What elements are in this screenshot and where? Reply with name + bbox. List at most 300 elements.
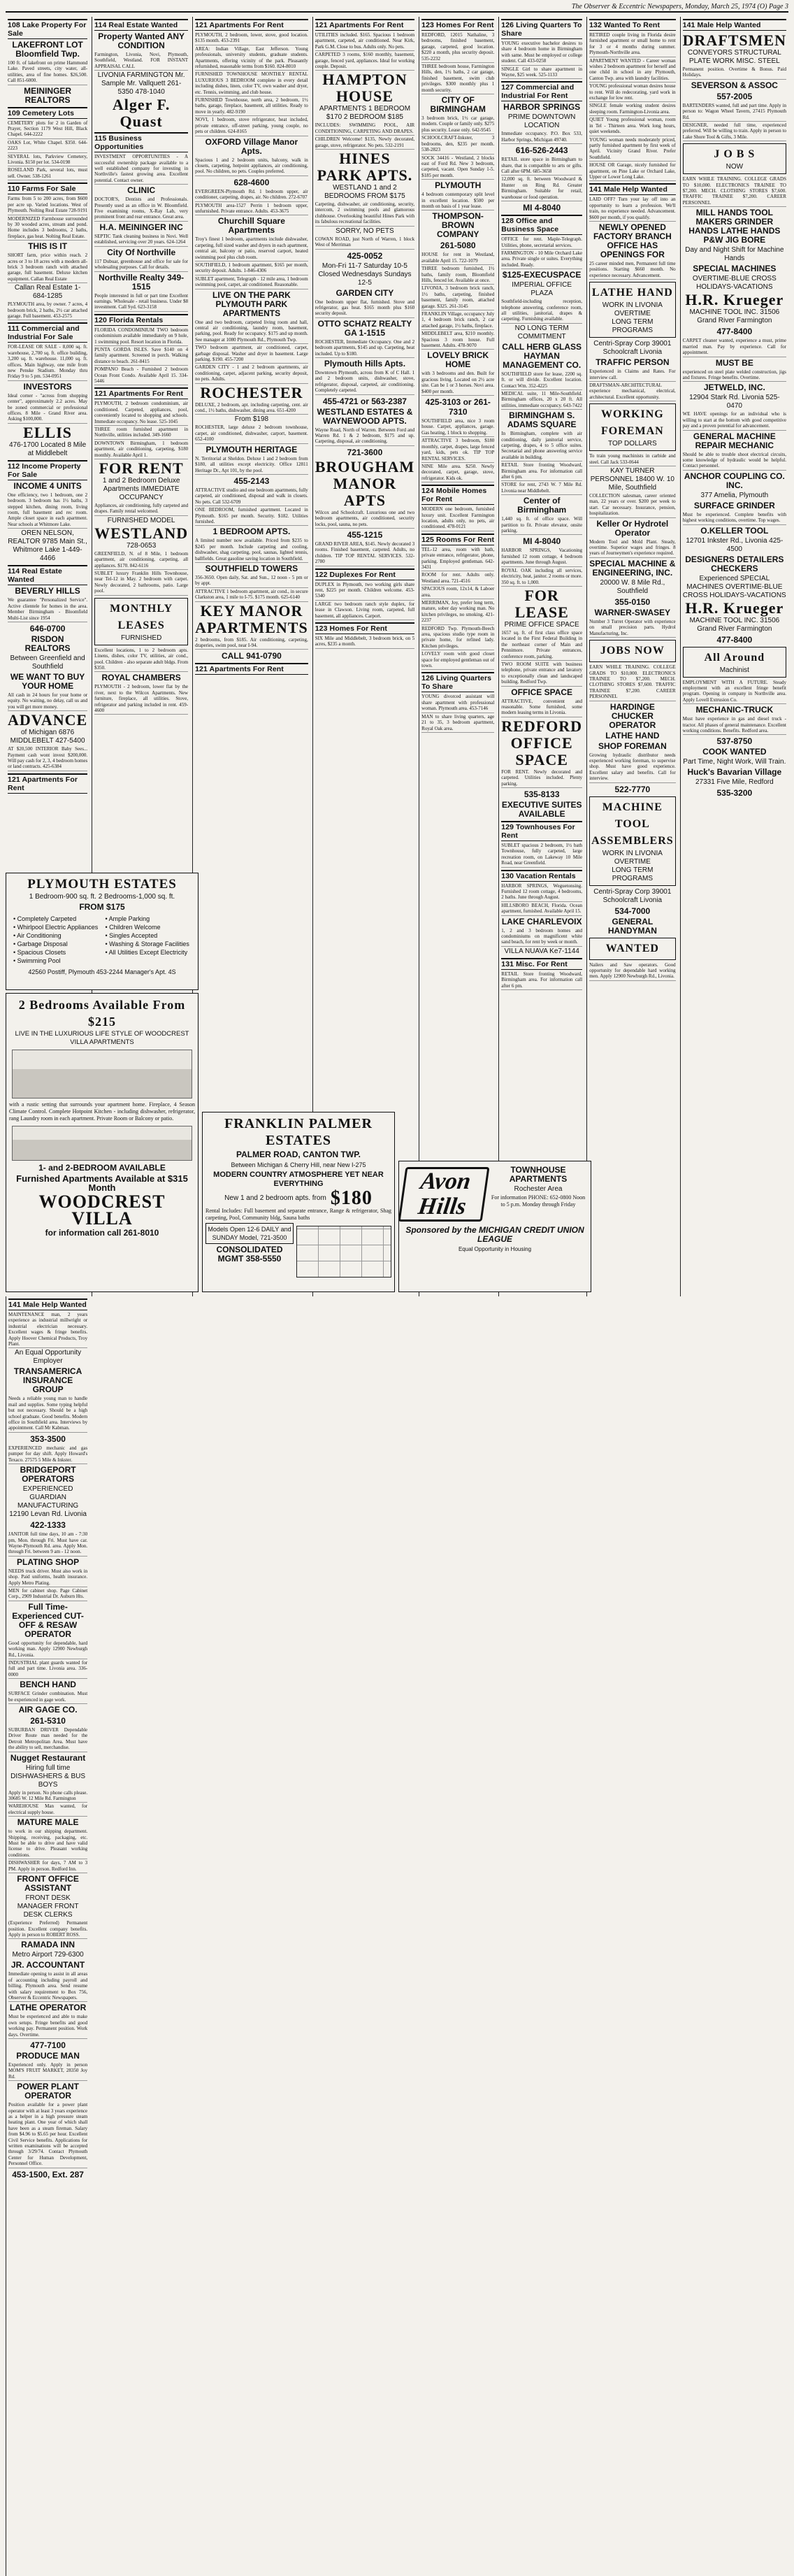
ad-sub: Between Michigan & Cherry Hill, near New I-275 bbox=[231, 1161, 366, 1168]
ad-heading: COOK WANTED bbox=[702, 747, 767, 757]
classified-listing: MERRIMAN, Joy, prefer long term, mature, sober day working man. No kitchen privileges, no smoking. 421-2237 bbox=[421, 600, 494, 625]
column-4 bbox=[312, 17, 417, 1296]
box-line: LATHE HAND bbox=[591, 287, 673, 299]
box-line: OVERTIME bbox=[614, 857, 651, 866]
box-line: LONG TERM PROGRAMS bbox=[612, 866, 654, 882]
ad-heading: SEVERSON & ASSOC bbox=[691, 80, 778, 90]
classified-listing: DISHWASHER for days, 7 AM to 3 PM. Apply in person. Redford Inn. bbox=[8, 1860, 87, 1873]
ad-heading: SURFACE GRINDER bbox=[693, 500, 775, 510]
classified-listing: SIX Mile and Middlebelt, 3 bedroom brick, on 5 acres, $235 a month. bbox=[315, 636, 414, 649]
ad-heading: CITY OF BIRMINGHAM bbox=[430, 95, 486, 115]
ad-heading: FRONT OFFICE ASSISTANT bbox=[17, 1874, 79, 1894]
ad-subline: Callan Real Estate 1-684-1285 bbox=[14, 284, 81, 301]
classified-listing: TWO bedroom apartment, air conditioned, carpet, garbage disposal. Washer and dryer in basement. Large parking. $190. 455-7200 bbox=[195, 345, 308, 364]
classified-listing: EARN WHILE TRAINING. COLLEGE GRADS TO $10,000. ELECTRONICS TRAINEE TO $7,200. MECH. CLOTHING STORES $7,600. TRAFFIC TRAINEE $7,200. CAREER PERSONNEL bbox=[683, 176, 786, 207]
classified-listing: FARMINGTON - 10 Mile Orchard Lake area. Private single or suites. Everything included. Ready. bbox=[501, 250, 582, 269]
classified-listing: COWAN ROAD, just North of Warren, 1 block West of Merriman bbox=[315, 236, 414, 250]
ad-subline: APARTMENTS 1 BEDROOM $170 2 BEDROOM $185 bbox=[319, 105, 411, 122]
ad-heading: THIS IS IT bbox=[28, 241, 68, 252]
classified-listing: GREENFIELD, N. of 8 Mile, 1 bedroom apartment, air conditioning, carpeting, all appliances. $170. 842-6116 bbox=[94, 551, 188, 570]
box-line: TOP DOLLARS bbox=[608, 440, 657, 448]
classified-listing: ATTRACTIVE studio and one bedroom apartments, fully carpeted, air conditioned, disposal and walk in closets. No pets. Call 532-6709 bbox=[195, 487, 308, 506]
classified-listing: LAID OFF? Turn your lay off into an opportunity to learn a profession. We'll train, no experience needed. Advancement. $600 per month, if you qualify. bbox=[589, 196, 676, 222]
amenity-item: • Washing & Storage Facilities bbox=[105, 940, 189, 947]
ad-heading: DESIGNERS DETAILERS CHECKERS bbox=[685, 554, 784, 573]
section-heading: 123 Homes For Rent bbox=[421, 19, 494, 31]
classified-listing: YOUNG professional woman desires house to rent. Will do redecorating, yard work in exchange for low rent. bbox=[589, 83, 676, 102]
ad-title: PLYMOUTH ESTATES bbox=[27, 877, 177, 892]
ad-heading: GARDEN CITY bbox=[335, 287, 394, 298]
classified-listing: CARPET cleaner wanted, experience a must, prime married man. Pay by experience. Call for appointment. bbox=[683, 338, 786, 357]
section-heading: 129 Townhouses For Rent bbox=[501, 821, 582, 841]
classified-listing: MEN for cabinet shop. Page Cabinet Corp., 2909 Industrial Dr. Auburn Hts. bbox=[8, 1588, 87, 1601]
amenity-item: • All Utilities Except Electricity bbox=[105, 949, 188, 956]
classified-listing: CEMETERY plots for 2 in Garden of Prayer, Section 1179 West Hill, Black Chapel. 644-2222 bbox=[8, 120, 87, 139]
classified-listing: EVERGREEN-Plymouth Rd. 1 bedroom upper, air conditioner, carpeting, drapes, air. No children. 272-6707 bbox=[195, 189, 308, 202]
classified-listing: MODERNIZED Farmhouse surrounded by 30 wooded acres, stream and pond. Home includes 3 bedrooms, 2 baths, fireplace, gas heat. Nolting Real Estate. bbox=[8, 216, 87, 241]
ad-heading: JETWELD, INC. bbox=[703, 382, 765, 393]
classified-listing: 1,440 sq. ft. of office space. Will partition to fit. Private elevator, onsite parking. bbox=[501, 516, 582, 535]
classified-listing: MAINTENANCE man, 2 years experience as industrial millwright or industrial electrician necessary. Excellent wages & fringe benefits. Apply Hoover Chemical Products, Troy Plant. bbox=[8, 1312, 87, 1348]
classified-listing: FLORIDA CONDOMINIUM TWO bedroom condominium available immediately on 9 hole, 1 swimming pool. Resort location in Florida. bbox=[94, 327, 188, 346]
ad-subline: KAY TURNER PERSONNEL 18400 W. 10 Mile, Southfield bbox=[590, 467, 674, 492]
ad-heading: EXECUTIVE SUITES AVAILABLE bbox=[501, 800, 582, 819]
ad-heading: ANCHOR COUPLING CO. INC. bbox=[684, 471, 785, 490]
classified-listing: HOUSE for rent in Westland, available April 15. 722-1079 bbox=[421, 252, 494, 265]
classified-listing: Downtown Plymouth, across from K of C Hall. 1 and 2 bedroom units, dishwasher, stove, refrigerator, disposal, carpeted, air conditioning. Completely carpeted. bbox=[315, 370, 414, 395]
classified-listing: EMPLOYMENT WITH A FUTURE. Steady employment with an excellent fringe benefit program. Opening in company in Northville area. Apply Lovell Extrusion Co. bbox=[683, 680, 786, 705]
classified-listing: REDFORD, 12015 Nathaline, 3 bedrooms, finished basement, garage, carpeted, good location. $220 a month, plus security deposit. 535-2232 bbox=[421, 32, 494, 63]
phone-number: 537-8750 bbox=[716, 736, 753, 747]
ad-heading: 1 BEDROOM APTS. bbox=[212, 527, 291, 537]
classified-listing: Ideal corner - "across from shopping center", approximately 2.2 acres. May be zoned commercial or professional offices. 8 Mile - Grand River area. Asking $100,000. bbox=[8, 393, 87, 424]
phone-number: 628-4600 bbox=[233, 177, 270, 187]
building-illustration bbox=[12, 1050, 192, 1099]
classified-listing: AT $20,500 INTERIOR Baby Sees... Payment cash wont invest $200,000. Will pay cash for 2, 3, 4 bedroom homes or land contracts. 425-6384 bbox=[8, 746, 87, 771]
amenity-item: • Whirlpool Electric Appliances bbox=[13, 924, 99, 931]
ad-subline: MACHINE TOOL INC. 31506 Grand River Farmington bbox=[689, 616, 780, 633]
ad-atmosphere: MODERN COUNTRY ATMOSPHERE YET NEAR EVERYTHING bbox=[213, 1171, 384, 1188]
column-5 bbox=[419, 17, 496, 1296]
classified-listing: YOUNG divorced assistant will share apartment with professional woman. Plymouth area. 453-7146 bbox=[421, 694, 494, 713]
classified-listing: FRANKLIN Village, occupancy July 1, 4 bedroom brick ranch, 2 car attached garage, 1½ baths, fireplace. bbox=[421, 311, 494, 330]
classified-listing: (Experience Preferred) Permanent position. Excellent company benefits. Apply in person to ROBERT ROSS. bbox=[8, 1920, 87, 1939]
classified-listing: ONE BEDROOM, furnished apartment. Located in Plymouth. $165 per month. Security. $182. Utilities furnished. bbox=[195, 507, 308, 526]
classified-listing: GARDEN CITY - 1 and 2 bedroom apartments, air conditioning, carpet, adjacent parking, security deposit, no pets. Adults. bbox=[195, 364, 308, 383]
classified-listing: THREE bedroom house, Farmington Hills, den, 1½ baths, 2 car garage, finished basement, swim club privileges. $300 monthly plus 1 month security. bbox=[421, 64, 494, 94]
classified-listing: A limited number now available. Priced from $235 to $245 per month. Include carpeting and cooling, dishwasher, shag carpeting, pool, saunas, lighted tennis, ballfields. Great gasoline saving location in Southfield. bbox=[195, 538, 308, 563]
ad-subline: From $198 bbox=[234, 415, 269, 424]
classified-listing: MEDICAL suite, 11 Mile-Southfield. Birmingham offices, 20 x 20 ft. All utilities, immediate occupancy. 643-7422 bbox=[501, 391, 582, 410]
classified-listing: DUPLEX in Plymouth, two working girls share rent, $225 per month. Children welcome. 453-5340 bbox=[315, 582, 414, 601]
section-heading: 141 Male Help Wanted bbox=[8, 1298, 87, 1310]
ad-price-text: New 1 and 2 bedroom apts. from bbox=[224, 1194, 326, 1202]
classified-listing: N. Territorial at Sheldon. Deluxe 1 and 2 bedroom from $180, all utilities except electricity. Office 12811 Heritage Dr., Apt 101, by the pool. bbox=[195, 456, 308, 475]
section-heading: 121 Apartments For Rent bbox=[94, 387, 188, 399]
ad-furnished: Furnished Apartments Available at $315 Month bbox=[16, 1173, 188, 1193]
classified-listing: BARTENDERS wanted, full and part time. Apply in person to: Wagon Wheel Tavern, 27415 Plymouth Rd. bbox=[683, 103, 786, 122]
display-headline: ADVANCE bbox=[8, 711, 88, 729]
ad-heading: WE WANT TO BUY YOUR HOME bbox=[10, 671, 85, 691]
phone-number: 535-3200 bbox=[716, 788, 753, 799]
section-heading: 114 Real Estate Wanted bbox=[94, 19, 188, 31]
phone-number: 355-0150 bbox=[614, 596, 651, 607]
ad-heading: O.KELLER TOOL bbox=[700, 525, 769, 536]
display-headline: H.R. Krueger bbox=[685, 599, 784, 617]
phone-number: 477-7100 bbox=[30, 2040, 66, 2050]
section-heading: 122 Duplexes For Rent bbox=[315, 568, 414, 580]
ad-heading: MUST BE bbox=[715, 357, 753, 368]
classified-listing: SOCK 34416 - Westland, 2 blocks east of Ford Rd. New 3 bedroom, carpeted, vacant. Open Sunday 1-5. $185 per month. bbox=[421, 155, 494, 180]
classified-listing: Carpeting, dishwasher, air conditioning, security, intercom, 2 swimming pools and glamorous clubhouse. Overlooking beautiful Hines Park with its fabulous recreational facilities. bbox=[315, 201, 414, 227]
classified-listing: FURNISHED Townhouse, north area, 2 bedroom, 1½ baths, garage, fireplace, basement, all utilities. Ready to move in yearly. 482-9190 bbox=[195, 97, 308, 116]
classified-listing: 117 Dubuar, greenhouse and office for sale for wholesaling purposes. Call for details. bbox=[94, 259, 188, 272]
classified-listing: DOWNTOWN Birmingham, 1 bedroom apartment, air conditioning, carpeting, $180 monthly. Available April 1. bbox=[94, 441, 188, 459]
column-6 bbox=[498, 17, 584, 1296]
classified-listing: RETAIL Store fronting Woodward, Birmingham area. For information call after 6 pm. bbox=[501, 971, 582, 990]
classified-listing: AREA: Indian Village, East Jefferson. Young professionals, university students, graduate students. Apartments, offering vicinity of the park. Pleasantly refurnished, reasonable terms from $160. 824-8010 bbox=[195, 46, 308, 71]
box-line: Machinist bbox=[719, 666, 749, 674]
classified-listing: Position available for a power plant operator with at least 3 years experience as a helper in a high pressure steam heating plant. One year of which shall have been as a steam fireman. Salary from $4.96 to $5.65 per hour. Excellent Civil Service benefits. Applications for written examinations will be accepted through 3/29/74. Contact Plymouth Center for Human Development, Personnel Office. bbox=[8, 2102, 87, 2168]
ad-heading: $125-EXECUSPACE bbox=[502, 270, 582, 280]
classified-listing: WE HAVE openings for an individual who is willing to start at the bottom with good competitive pay and a proven potential for advancement. bbox=[683, 411, 786, 430]
classified-listing: One and two bedroom, carpeted living room and hall, central air conditioning, laundry room, basement, parking, pool. Ready for occupancy. $175 and up month. See manager at 1080 Plymouth Rd., Plymouth Twp. bbox=[195, 320, 308, 345]
phone-number: MI 4-8040 bbox=[523, 203, 561, 213]
classified-listing: CHILDREN Welcome! $135, Newly decorated, garage, stove, refrigerator. No pets. 532-2191 bbox=[315, 136, 414, 150]
classified-listing: SUBLET apartment, Telegraph - 12 mile area, 1 bedroom swimming pool, carpet, air conditioned. Reasonable. bbox=[195, 276, 308, 289]
ad-heading: AIR GAGE CO. bbox=[18, 1705, 78, 1715]
ad-heading: RAMADA INN bbox=[21, 1940, 75, 1950]
ad-subline: Metro Airport 729-6300 bbox=[12, 1951, 84, 1959]
classified-listing: One efficiency, two 1 bedroom, one 2 bedroom. 3 bedroom has 1½ baths, 3 stepped kitchen, dining room, living room, full basement and rec room. Ample closet space in each apartment. Near schools at Whitmore Lake. bbox=[8, 492, 87, 529]
ad-heading: MEININGER REALTORS bbox=[24, 85, 72, 105]
ad-heading: City Of Northville bbox=[107, 247, 176, 257]
box-line: WORK IN LIVONIA bbox=[602, 301, 663, 310]
boxed-ad bbox=[94, 598, 188, 645]
ad-heading: CALL HERB GLASS HAYMAN MANAGEMENT CO. bbox=[502, 341, 582, 370]
ad-heading: BEVERLY HILLS bbox=[15, 586, 80, 596]
phone-number: 557-2005 bbox=[716, 91, 753, 101]
ad-heading: SPECIAL MACHINE & ENGINEERING, INC. bbox=[589, 558, 676, 578]
ad-title: TOWNHOUSE APARTMENTS bbox=[509, 1165, 568, 1184]
column-3 bbox=[192, 17, 310, 1296]
ad-subline: MACHINE TOOL INC. 31506 Grand River Farmington bbox=[689, 308, 780, 325]
section-heading: 124 Mobile Homes For Rent bbox=[421, 485, 494, 505]
box-line: MONTHLY LEASES bbox=[110, 602, 173, 631]
phone-number: 477-8400 bbox=[716, 634, 753, 645]
classified-listing: CARPETED 3 rooms, $160 monthly, basement, garage, fenced yard, appliances. Ideal for working couple. Deposit. bbox=[315, 52, 414, 71]
box-line: WORK IN LIVONIA bbox=[602, 849, 663, 857]
ad-hours: Models Open 12-6 DAILY and SUNDAY Model, 721-3500 bbox=[205, 1223, 294, 1244]
classified-listing: Must be experienced. Complete benefits with highest working conditions, overtime. Top wages. bbox=[683, 512, 786, 525]
classified-listing: Number 3 Turret Operator with experience on small precision parts. Hydrol Manufacturing, Inc. bbox=[589, 619, 676, 638]
classified-listing: HARBOR SPRINGS, Weguetonsing. Furnished 12 room cottage, 4 bedrooms, 2 baths. June through August. bbox=[501, 883, 582, 902]
amenity-item: • Children Welcome bbox=[105, 924, 161, 931]
display-headline: REDFORD OFFICE SPACE bbox=[501, 717, 583, 768]
classified-listing: ROCHESTER, Immediate Occupancy. One and 2 bedroom apartments, $145 and up. Carpeting, heat included. Up to $180. bbox=[315, 339, 414, 358]
ad-heading: INVESTORS bbox=[23, 381, 72, 392]
ad-price: $180 bbox=[330, 1187, 373, 1209]
classified-listing: 356-3650. Open daily, Sat. and Sun., 12 noon - 5 pm or by appt. bbox=[195, 575, 308, 588]
classified-listing: COLLECTION salesman, career oriented man, 22 years or over. $200 per week to start. Car necessary. Insurance, pension, hospitalization. bbox=[589, 493, 676, 518]
classified-listing: MIDDLEBELT area, $210 monthly. Spacious 3 room house. Full basement. Adults. 478-9070 bbox=[421, 331, 494, 350]
box-line: All Around bbox=[704, 651, 765, 664]
classified-listing: We guarantee "Personalized Service". Active clientele for homes in the area. Member Birmingham - Bloomfield Multi-List since 1954 bbox=[8, 597, 87, 622]
ad-area: Rochester Area bbox=[514, 1185, 563, 1193]
classified-listing: Immediate occupancy. P.O. Box 533, Harbor Springs, Michigan 49740. bbox=[501, 131, 582, 144]
section-heading: 130 Vacation Rentals bbox=[501, 870, 582, 882]
ad-info: For information PHONE: 652-0800 Noon to 5 p.m. Monday through Friday bbox=[491, 1194, 586, 1208]
phone-number: 535-8133 bbox=[524, 789, 560, 799]
ad-heading: PLYMOUTH HERITAGE bbox=[205, 444, 298, 455]
ad-heading: POWER PLANT OPERATOR bbox=[17, 2082, 79, 2101]
box-line: NOW bbox=[726, 163, 744, 171]
classified-listing: Apply in person. No phone calls please. 30685 W. 12 Mile Rd. Farmington bbox=[8, 1790, 87, 1803]
display-headline: DRAFTSMEN bbox=[682, 31, 786, 49]
ad-heading: OXFORD Village Manor Apts. bbox=[205, 136, 298, 156]
classified-listing: Modern Tool and Mold Plant. Steady, overtime. Superior wages and fringes. 8 years of Journeymen's experience required. bbox=[589, 539, 676, 558]
ad-subline: 377 Amelia, Plymouth bbox=[700, 491, 769, 499]
classified-listing: experienced on steel plate welded construction, jigs and fixtures. Fringe benefits. Overtime. bbox=[683, 369, 786, 382]
classified-listing: INCLUDES: SWIMMING POOL, AIR CONDITIONING, CARPETING AND DRAPES. bbox=[315, 122, 414, 136]
classified-listing: Southfield-including reception, telephone answering, conference room, all utilities, janitorial, drapes & carpeting. Furnishing available. bbox=[501, 299, 582, 324]
ad-subline: An Equal Opportunity Employer bbox=[15, 1349, 82, 1366]
classified-listing: Excellent locations, 1 to 2 bedroom apts. Linens, dishes, color TV, utilities, air cond., pool. Children - also separate adult bldgs. From $350. bbox=[94, 647, 188, 673]
classified-listing: Farms from 5 to 200 acres, from $600 per acre up. Varied locations. West of Plymouth. Nolting Real Estate 728-9191 bbox=[8, 196, 87, 215]
ad-subline: Part Time, Night Work, Will Train. bbox=[683, 758, 786, 766]
classified-listing: OFFICE for rent. Maple-Telegraph. Utilities, phone, secretarial services. bbox=[501, 236, 582, 250]
ad-heading: LIVE ON THE PARK PLYMOUTH PARK APARTMENTS bbox=[212, 289, 291, 318]
section-heading: 141 Male Help Wanted bbox=[589, 183, 676, 195]
classified-listing: POMPANO Beach - Furnished 2 bedroom Ocean Front Condo. Available April 15. 334-5446 bbox=[94, 366, 188, 385]
classified-listing: DOCTOR'S, Dentists and Professionals. Presently used as an office in W. Bloomfield. Five examining rooms, X-Ray Lab, very prominent front and rear entrance. Great area. bbox=[94, 196, 188, 222]
classified-listing: ATTRACTIVE, convenient and reasonable. Some furnished, some modern leasing terms in Livonia. bbox=[501, 699, 582, 717]
boxed-ad bbox=[589, 640, 676, 662]
classified-listing: Must have experience in gas and diesel truck - tractor. All phases of general maintenance. Excellent working conditions. Benefits. Redford area. bbox=[683, 716, 786, 735]
ad-subline: PRIME OFFICE SPACE bbox=[504, 620, 579, 629]
ad-franklin-palmer bbox=[202, 1112, 395, 1292]
section-heading: 131 Misc. For Rent bbox=[501, 958, 582, 970]
amenity-item: • Singles Accepted bbox=[105, 932, 158, 939]
ad-subline: OVERTIME-BLUE CROSS HOLIDAYS-VACATIONS bbox=[692, 275, 777, 292]
ad-heading: HARBOR SPRINGS bbox=[503, 102, 581, 113]
classified-listing: SURFACE Grinder combination. Must be experienced in gage work. bbox=[8, 1691, 87, 1704]
classified-listing: SEVERAL lots, Parkview Cemetery, Livonia. $150 per lot. 534-0198 bbox=[8, 154, 87, 167]
ad-heading: MECHANIC-TRUCK bbox=[695, 705, 774, 715]
classified-listing: To train young machinists in carbide and steel. Call Jack 533-0644 bbox=[589, 453, 676, 466]
phone-number: 425-0052 bbox=[347, 250, 383, 261]
classified-listing: LARGE two bedroom ranch style duplex, for lease in Clawson. Living room, carpeted, full basement, all appliances. Carport. bbox=[315, 601, 414, 620]
classified-listing: ATTRACTIVE 1 bedroom apartment, air cond., in secure Clarkston area, 1 mile to I-75. $175 month. 625-6140 bbox=[195, 589, 308, 602]
ad-heading: LATHE OPERATOR bbox=[9, 2003, 87, 2013]
box-line: WORKING FOREMAN bbox=[601, 408, 664, 438]
boxed-ad bbox=[589, 938, 676, 960]
ad-heading: SOUTHFIELD TOWERS bbox=[205, 563, 298, 573]
section-heading: 112 Income Property For Sale bbox=[8, 460, 87, 480]
ad-heading: Churchill Square Apartments bbox=[217, 216, 285, 236]
classified-listing: MODERN one bedroom, furnished luxury unit. Excellent Farmington location, adults only, no pets, air conditioned. 478-0121 bbox=[421, 506, 494, 531]
ad-heading: Full Time-Experienced CUT-OFF & RESAW OPERATOR bbox=[12, 1601, 84, 1639]
ad-heading: MILL HANDS TOOL MAKERS GRINDER HANDS LATHE HANDS P&W JIG BORE bbox=[688, 208, 781, 245]
classified-listing: SINGLE Girl to share apartment in Wayne, $25 week. 525-1133 bbox=[501, 66, 582, 80]
classified-listing: HILLSBORO BEACH, Florida. Ocean apartment, furnished. Available April 15. bbox=[501, 903, 582, 916]
classified-listing: PLYMOUTH area-1527 Perrin 1 bedroom upper, unfurnished. Private entrance. Adults. 453-3675 bbox=[195, 203, 308, 216]
display-headline: HAMPTON HOUSE bbox=[322, 71, 407, 106]
section-heading: 128 Office and Business Space bbox=[501, 215, 582, 235]
classified-listing: Permanent position. Overtime & Bonus. Paid Holidays. bbox=[683, 66, 786, 80]
classified-listing: 4 bedroom contemporary split level in excellent location. $500 per month on basis of 1 year lease. bbox=[421, 192, 494, 210]
ad-heading: SHOP FOREMAN bbox=[598, 740, 667, 751]
column-7 bbox=[586, 17, 678, 1296]
section-heading: 125 Rooms For Rent bbox=[421, 534, 494, 545]
boxed-ad bbox=[589, 282, 676, 338]
classified-listing: SOUTHFIELD area, nice 3 room house. Carpet, appliances, garage. Gas heating, 1 block to shopping. bbox=[421, 418, 494, 437]
ad-subline: 1 and 2 Bedroom Deluxe Apartments IMMEDIATE OCCUPANCY bbox=[102, 477, 180, 502]
classified-listing: GRAND RIVER AREA, $145. Newly decorated 3 rooms. Finished basement, carpeted. Adults, no children. TIP TOP RENTAL SERVICES. 532-2780 bbox=[315, 541, 414, 566]
ad-heading: WARNER-SWASEY bbox=[594, 607, 671, 617]
classified-listing: ATTRACTIVE 3 bedroom, $180 monthly, carpet, drapes, large fenced yard, kids, pets ok. TIP TOP RENTAL SERVICES. bbox=[421, 438, 494, 463]
classified-listing: INDUSTRIAL plant guards wanted for full and part time. Livonia area. 336-0000 bbox=[8, 1660, 87, 1679]
phone-number: 261-5080 bbox=[440, 241, 476, 251]
ad-subline: Experienced SPECIAL MACHINES OVERTIME-BLUE CROSS HOLIDAYS-VACATIONS bbox=[682, 574, 786, 599]
display-headline: H.R. Krueger bbox=[685, 291, 784, 309]
boxed-ad bbox=[683, 143, 786, 174]
ad-subline: VILLA NUAVA Ke7-1144 bbox=[504, 947, 579, 955]
masthead: The Observer & Eccentric Newspapers, Monday, March 25, 1974 (O) Page 3 bbox=[6, 3, 788, 13]
ad-heading: NEWLY OPENED FACTORY BRANCH OFFICE HAS OPENINGS FOR bbox=[593, 222, 672, 259]
classified-listing: SEPTIC Tank cleaning business in Novi. Well established, servicing over 20 years. 624-1264 bbox=[94, 234, 188, 247]
ad-heading: Property Wanted ANY CONDITION bbox=[98, 31, 185, 50]
boxed-ad bbox=[589, 403, 676, 451]
classified-listing: RETIRED couple living in Florida desire furnished apartment or small home to rent for 3 or 4 months during summer. Plymouth-Northville area. bbox=[589, 32, 676, 57]
ad-heading: BENCH HAND bbox=[20, 1680, 76, 1690]
phone-number: CALL 941-0790 bbox=[221, 651, 282, 661]
ad-subline: LIVONIA FARMINGTON Mr. Sample Mr. Vallquett 261-5350 478-1040 bbox=[97, 71, 185, 96]
classified-listing: YOUNG executive bachelor desires to share 4 bedroom home in Birmingham with same. Must be employed or college student. Call 433-0258 bbox=[501, 41, 582, 66]
ad-subline: 476-1700 Located 8 Mile at Middlebelt bbox=[9, 441, 87, 457]
ad-heading: OTTO SCHATZ REALTY GA 1-1515 bbox=[317, 318, 412, 338]
ad-subline: FRONT DESK MANAGER FRONT DESK CLERKS bbox=[17, 1894, 79, 1919]
ad-heading: PLYMOUTH bbox=[435, 180, 482, 191]
ad-heading: Center of Birmingham bbox=[517, 496, 567, 515]
column-8 bbox=[680, 17, 788, 1296]
classified-listing: Experienced in Claims and Rates. For interview call. bbox=[589, 368, 676, 382]
ad-subline: Hiring full time DISHWASHERS & BUS BOYS bbox=[10, 1763, 86, 1789]
classified-listing: UTILITIES included. $165. Spacious 1 bedroom apartment, carpeted, air conditioned. Near Kirk, Park G.M. Close to bus. Adults only. No pets. bbox=[315, 32, 414, 51]
classified-listing: THREE room furnished apartment in Northville, utilities included. 349-1660 bbox=[94, 427, 188, 440]
phone-number: 455-4721 or 563-2387 bbox=[322, 396, 407, 406]
phone-number: 353-3500 bbox=[30, 1433, 66, 1444]
column-9 bbox=[6, 1296, 89, 2576]
classified-listing: LOVELY room with good closet space for employed gentleman out of town. bbox=[421, 651, 494, 670]
location-map bbox=[296, 1226, 391, 1278]
phone-number: 425-3103 or 261-7310 bbox=[425, 397, 491, 417]
box-line: WANTED bbox=[605, 942, 659, 954]
ad-heading: SPECIAL MACHINES bbox=[693, 264, 777, 274]
classified-listing: RETAIL store space in Birmingham to share, that is compatible to arts or gifts. Call after 6PM. 685-3658 bbox=[501, 157, 582, 176]
classified-listing: Farmington, Livonia, Novi, Plymouth, Southfield, Westland. FOR INSTANT APPRAISAL CALL bbox=[94, 52, 188, 71]
interior-illustration bbox=[12, 1126, 192, 1161]
ad-heading: Keller Or Hydrotel Operator bbox=[596, 518, 669, 538]
ad-heading: THOMPSON-BROWN COMPANY bbox=[432, 211, 484, 240]
display-headline: BROUGHAM MANOR APTS bbox=[315, 457, 415, 509]
amenity-item: • Ample Parking bbox=[105, 915, 150, 922]
classified-listing: 2 bedrooms, from $185. Air conditioning, carpeting, draperies, swim pool, near I-94. bbox=[195, 637, 308, 650]
section-heading: 114 Real Estate Wanted bbox=[8, 565, 87, 585]
ad-heading: BIRMINGHAM S. ADAMS SQUARE bbox=[507, 410, 577, 430]
ad-subline: EXPERIENCED GUARDIAN MANUFACTURING 12190 Levan Rd. Livonia bbox=[9, 1485, 87, 1519]
classified-listing: INVESTMENT OPPORTUNITIES - A successful ownership package available to a well established company for investing in Northville's fastest growing area. Excellent potential. Contact owner. bbox=[94, 154, 188, 185]
ad-headline: 2 Bedrooms Available From $215 bbox=[18, 998, 186, 1029]
classified-listing: MAN to share living quarters, age 21 to 35, 3 bedroom apartment, Royal Oak area. bbox=[421, 714, 494, 733]
classified-listing: HARBOR SPRINGS, Vacationing furnished 12 room cottage, 4 bedroom apartments. June through August. bbox=[501, 548, 582, 566]
ad-subline: Between Greenfield and Southfield bbox=[10, 654, 85, 671]
classified-listing: PLYMOUTH area, by owner. 7 acres, 4 bedroom brick, 2 baths, 2½ car attached garage. Full basement. 453-2575 bbox=[8, 301, 87, 320]
phone-number: 453-1500, Ext. 287 bbox=[12, 2169, 84, 2180]
ad-heading: MATURE MALE bbox=[17, 1817, 79, 1828]
amenities-list bbox=[13, 915, 191, 965]
section-heading: 127 Commercial and Industrial For Rent bbox=[501, 81, 582, 101]
ad-tagline: LIVE IN THE LUXURIOUS LIFE STYLE OF WOODCREST VILLA APARTMENTS bbox=[15, 1030, 189, 1046]
classified-listing: 1, 2 and 3 bedroom homes and condominiums on magnificent white sand beach, for rent by week or month. bbox=[501, 928, 582, 947]
ad-inclusions: Rental Includes: Full basement and separate entrance, Range & refrigerator, Shag carpeting, Pool, Community bldg, Sauna baths bbox=[205, 1208, 391, 1221]
ad-heading: HARDINGE CHUCKER OPERATOR bbox=[609, 701, 656, 730]
ad-price: FROM $175 bbox=[79, 902, 125, 912]
ad-heading: TRANSAMERICA INSURANCE GROUP bbox=[13, 1366, 82, 1395]
ad-subline: Mon-Fri 11-7 Saturday 10-5 Closed Wednesdays Sundays 12-5 bbox=[318, 262, 412, 287]
ad-heading: GENERAL MACHINE REPAIR MECHANIC bbox=[693, 431, 776, 450]
ad-heading: JR. ACCOUNTANT bbox=[10, 1960, 85, 1970]
classified-listing: APARTMENT WANTED - Career woman wishes 2 bedroom apartment for herself and one child in school in any Plymouth, Canton Twp. area with laundry facilities. bbox=[589, 58, 676, 83]
ad-subline: CONVEYORS STRUCTURAL PLATE WORK MISC. STEEL bbox=[687, 49, 781, 65]
section-heading: 121 Apartments For Rent bbox=[315, 19, 414, 31]
phone-number: 455-1215 bbox=[347, 530, 383, 540]
amenity-item: • Swimming Pool bbox=[13, 957, 61, 964]
ad-body: with a rustic setting that surrounds your apartment home. Fireplace, 4 Season Climate Control. Complete Hotpoint Kitchen - including dishwasher, refrigerator, rang Laundry room in each apartment. Private Room or Balcony or patio. bbox=[9, 1101, 195, 1122]
classified-listing: SOUTHFIELD, 1 bedroom apartment, $165 per month, security deposit. Adults. 1-846-4306 bbox=[195, 262, 308, 276]
ad-heading: ROYAL CHAMBERS bbox=[101, 673, 181, 683]
amenity-item: • Air Conditioning bbox=[13, 932, 62, 939]
ad-subline: SORRY, NO PETS bbox=[335, 227, 394, 235]
classified-listing: NEEDS truck driver. Must also work in shop. Paid uniforms, health insurance. Apply Metro Plating. bbox=[8, 1568, 87, 1587]
phone-number: 616-526-2443 bbox=[515, 145, 568, 156]
classified-listing: ROSELAND Park, several lots, must sell. Owner. 538-1261 bbox=[8, 167, 87, 180]
classified-listing: HOUSE OR Garage, nicely furnished for apartment, on Pine Lake or Orchard Lake, Upper or Lower Long Lake. bbox=[589, 162, 676, 181]
classified-listing: FOR RENT. Newly decorated and carpeted. Utilities included. Plenty parking. bbox=[501, 769, 582, 788]
classified-listing: One bedroom upper flat, furnished. Stove and refrigerator, gas heat. $165 month plus $160 security deposit. bbox=[315, 299, 414, 318]
section-heading: 126 Living Quarters To Share bbox=[421, 672, 494, 692]
avon-hills-logo: Avon Hills bbox=[398, 1167, 490, 1222]
ad-heading: Northville Realty 349-1515 bbox=[99, 272, 185, 292]
classified-listing: WAREHOUSE Man wanted, for electrical supply house. bbox=[8, 1803, 87, 1817]
box-line: LONG TERM PROGRAMS bbox=[612, 318, 654, 335]
boxed-ad bbox=[589, 796, 676, 886]
phone-number: 534-7000 bbox=[614, 906, 651, 916]
phone-number: 646-0700 bbox=[29, 623, 66, 634]
classified-listing: OAKS Lot, White Chapel. $350. 644-2223 bbox=[8, 140, 87, 153]
classified-listing: Wayne Road, North of Warren. Between Ford and Warren Rd. 1 & 2 bedroom, $175 and up. Carpeting, disposal, air conditioning. bbox=[315, 427, 414, 446]
ad-subline: OREN NELSON, REALTOR 9785 Main St., Whitmore Lake 1-449-4466 bbox=[8, 529, 87, 563]
ad-heading: Nugget Restaurant bbox=[10, 1752, 86, 1763]
classified-listing: Experienced only. Apply in person MOM'S FRUIT MARKET, 28350 Joy Rd. bbox=[8, 2062, 87, 2081]
classified-listing: NOVI, 1 bedroom, stove refrigerator, heat included, private entrance, off-street parking, young couple, no pets or children. 624-8165 bbox=[195, 117, 308, 136]
ad-subline: 12701 Inkster Rd., Livonia 425-4500 bbox=[686, 536, 784, 553]
ad-sponsor: Sponsored by the MICHIGAN CREDIT UNION LEAGUE bbox=[405, 1225, 584, 1244]
classified-listing: ROYAL OAK including all services, electricity, heat, janitor. 2 rooms or more. 350 sq. ft. to 1,000. bbox=[501, 568, 582, 587]
ad-name: WOODCREST VILLA bbox=[38, 1192, 166, 1229]
classified-listing: TEL-12 area, room with bath, private entrance, refrigerator, phone, parking. Employed gentleman. 642-3431 bbox=[421, 547, 494, 572]
ad-heading: RISDON REALTORS bbox=[24, 634, 71, 653]
